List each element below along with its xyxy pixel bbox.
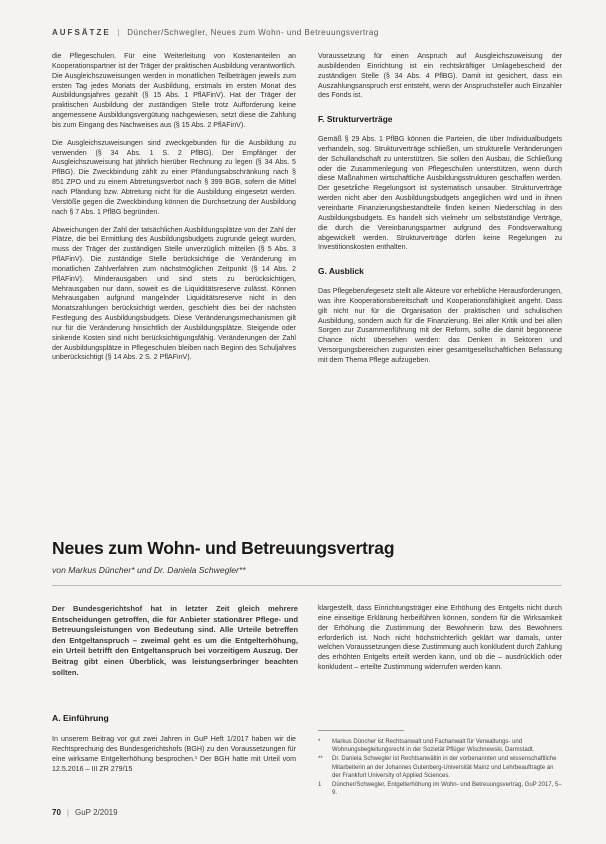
page-footer xyxy=(52,808,118,817)
article-left-column xyxy=(52,735,296,782)
paragraph: Gemäß § 29 Abs. 1 PflBG können die Parteien, die über Individualbudgets verhandeln, sog. Strukturverträge schließen, um strukturelle Veränderungen der Schullandschaft zu unterstützen. Sie sollen den Ausbau, die Schließung oder die Zusammenlegung von Pflegeschulen unterstützen, wenn durch diese Maßnahmen wirtschaftliche Ausbildungsstrukturen geschaffen werden. Der gesetzliche Regelungsort ist systematisch unsauber. Strukturverträge werden nicht aber den Ausbildungsbudgets angeglichen wird und in ihnen vereinbarte Finanzierungsbestandteile finden keinen Niederschlag in den Ausbildungsbudgets. Es handelt sich vielmehr um selbstständige Verträge, die durch die Vereinbarungspartner aufgrund des Fondsverwaltung abgewickelt werden. Strukturverträge dürfen keine Regelungen zu Investitionskosten enthalten. xyxy=(318,135,562,252)
running-header xyxy=(52,28,379,37)
footnote xyxy=(318,781,562,797)
footer-separator: | xyxy=(66,808,69,817)
footnote xyxy=(318,738,562,754)
running-title: Düncher/Schwegler, Neues zum Wohn- und Betreuungsvertrag xyxy=(127,28,379,37)
section-heading-g: G. Ausblick xyxy=(318,266,364,277)
section-heading-a: A. Einführung xyxy=(52,713,109,723)
paragraph: Das Pflegeberufegesetz stellt alle Akteure vor erhebliche Herausforderungen, was ihre Kooperationsbereitschaft und Kooperationsfähigkeit angeht. Dass gilt nicht nur für die Organisation der praktischen und schulischen Ausbildung, sondern auch für die Finanzierung. Bei aller Kritik und bei allen Sorgen zur Zusammenführung mit der Reform, sollte die damit begonnene Chance nicht übersehen werden: das Denken in Sektoren und Versorgungsbereichen zugunsten einer gesamtgesellschaftlichen Befassung mit dem Thema Pflege aufzugeben. xyxy=(318,287,562,364)
footnote-divider xyxy=(318,730,404,731)
article-title: Neues zum Wohn- und Betreuungsvertrag xyxy=(52,538,395,558)
section-label: AUFSÄTZE xyxy=(52,28,111,37)
paragraph: die Pflegeschulen. Für eine Weiterleitung von Kostenanteilen an Kooperationspartner ist der Träger der praktischen Ausbildung verantwortlich. Die Ausgleichszuweisungen werden in monatlichen Teilbeträgen jeweils zum ersten Tag jedes Monats der Ausbildung, erstmals im ersten Monat des Ausbildungsjahres gezahlt (§ 15 Abs. 1 PflAFinV). Hat der Träger der praktischen Ausbildung der zuständigen Stelle trotz Aufforderung keine angemessene Ausbildungsvergütung nachgewiesen, setzt diese die Zahlung bis zum Eingang des Nachweises aus (§ 15 Abs. 2 PflAFinV). xyxy=(52,52,296,129)
paragraph: In unserem Beitrag vor gut zwei Jahren in GuP Heft 1/2017 haben wir die Rechtsprechung des Bundesgerichtshofs (BGH) zu den Voraussetzungen für eine wirksame Entgelterhöhung besprochen.¹ Der BGH hatte mit Urteil vom 12.5.2016 – III ZR 279/15 xyxy=(52,735,296,773)
footnote xyxy=(318,755,562,780)
page-number: 70 xyxy=(52,808,61,817)
article-right-column xyxy=(318,604,562,681)
paragraph: Die Ausgleichszuweisungen sind zweckgebunden für die Ausbildung zu verwenden (§ 34 Abs. 1 S. 2 PflBG). Der Empfänger der Ausgleichszuweisung hat jährlich hierüber Rechnung zu legen (§ 34 Abs. 5 PflBG). Die Zweckbindung zählt zu einer Pfändungsabschränkung nach § 851 ZPO und zu einem Abtretungsverbot nach § 399 BGB, sofern die Mittel nach Pfändung bzw. Abtretung nicht für die Ausbildung eingesetzt werden. Verstöße gegen die Zweckbindung können die Durchsetzung der Ausbildung nach § 7 Abs. 1 PflBG begründen. xyxy=(52,138,296,216)
footnote-marker: * xyxy=(318,739,321,745)
paragraph: Abweichungen der Zahl der tatsächlichen Ausbildungsplätze von der Zahl der Plätze, die bei Ermittlung des Ausbildungsbudgets zugrunde gelegt wurden, muss der Träger der zuständigen Stelle unverzüglich mitteilen (§ 5 Abs. 3 PflAFinV). Die zuständige Stelle berücksichtige die Veränderung im monatlichen Zahlverfahren zum nächstmöglichen Zeitpunkt (§ 14 Abs. 2 PflAFinV). Minderausgaben und sind stets zu berücksichtigen, Mehrausgaben nur dann, soweit es die Liquiditätsreserve zulässt. Können Mehrausgaben aufgrund mangelnder Liquiditätsreserve nicht in den Monatszahlungen berücksichtigt werden, geschieht dies bei der nächsten Festlegung des Ausbildungsbudgets. Diese Veränderungsmechanismen gilt nur für die Veränderung hinsichtlich der Ausbildungsplätze. Steigende oder sinkende Kosten sind nicht berücksichtigungsfähig. Veränderungen der Zahl der Ausbildungsplätze in Pflegeschulen bleiben nach Beginn des Schuljahres unberücksichtigt (§ 14 Abs. 2 S. 2 PflAFinV). xyxy=(52,225,296,362)
section-heading-f: F. Strukturverträge xyxy=(318,114,393,125)
footnote-text: Düncher/Schwegler, Entgelterhöhung im Wohn- und Betreuungsvertrag, GuP 2017, 5–9. xyxy=(332,782,562,797)
paragraph: Voraussetzung für einen Anspruch auf Ausgleichszuweisung der ausbildenden Einrichtung ist ein rechtskräftiger Umlagebescheid der zuständigen Stelle (§ 34 Abs. 4 PflBG). Damit ist gesichert, dass ein Auszahlungsanspruch erst entsteht, wenn der Anspruchsteller auch Einzahler des Fonds ist. xyxy=(318,52,562,100)
footnote-text: Markus Düncher ist Rechtsanwalt und Fachanwalt für Verwaltungs- und Wohnungsbegleitungsrecht in der Sozietät Pflüger Wischnewski, Darmstadt. xyxy=(332,739,535,754)
issue-label: GuP 2/2019 xyxy=(74,808,118,817)
title-divider xyxy=(52,585,562,586)
article-byline: von Markus Düncher* und Dr. Daniela Schwegler** xyxy=(52,565,246,575)
footnote-marker: ** xyxy=(318,756,323,763)
top-right-column xyxy=(318,52,562,374)
paragraph: klargestellt, dass Einrichtungsträger eine Erhöhung des Entgelts nicht durch eine einseitige Erklärung herbeiführen können, sondern für die Wirksamkeit der Erhöhung die Zustimmung der Bewohnerin bzw. des Bewohners erforderlich ist. Noch nicht höchstrichterlich geklärt war damals, unter welchen Voraussetzungen diese Zustimmung auch konkludent durch Zahlung des erhöhten Entgelts erteilt werden kann, und ob die – ausdrücklich oder konkludent – erteilte Zustimmung widerrufen werden kann. xyxy=(318,604,562,672)
header-separator: | xyxy=(117,28,121,37)
footnotes xyxy=(318,738,562,798)
footnote-marker: 1 xyxy=(318,782,322,789)
footnote-text: Dr. Daniela Schwegler ist Rechtsanwältin in der vorbenannten und wissenschaftliche Mitarbeiterin an der Johannes Gutenberg-Universität Mainz und Lehrbeauftragte an der Frankfurt University of Applied Sciences. xyxy=(332,756,557,779)
article-abstract: Der Bundesgerichtshof hat in letzter Zeit gleich mehrere Entscheidungen getroffen, die für Anbieter stationärer Pflege- und Betreuungsleistungen von Bedeutung sind. Alle Urteile betreffen den Entgeltanspruch – zweimal geht es um die Entgelterhöhung, ein Urteil betrifft den Entgeltanspruch bei vorzeitigem Auszug. Der Beitrag gibt einen Überblick, was leistungserbringer beachten sollten. xyxy=(52,604,298,677)
top-left-column xyxy=(52,52,296,371)
